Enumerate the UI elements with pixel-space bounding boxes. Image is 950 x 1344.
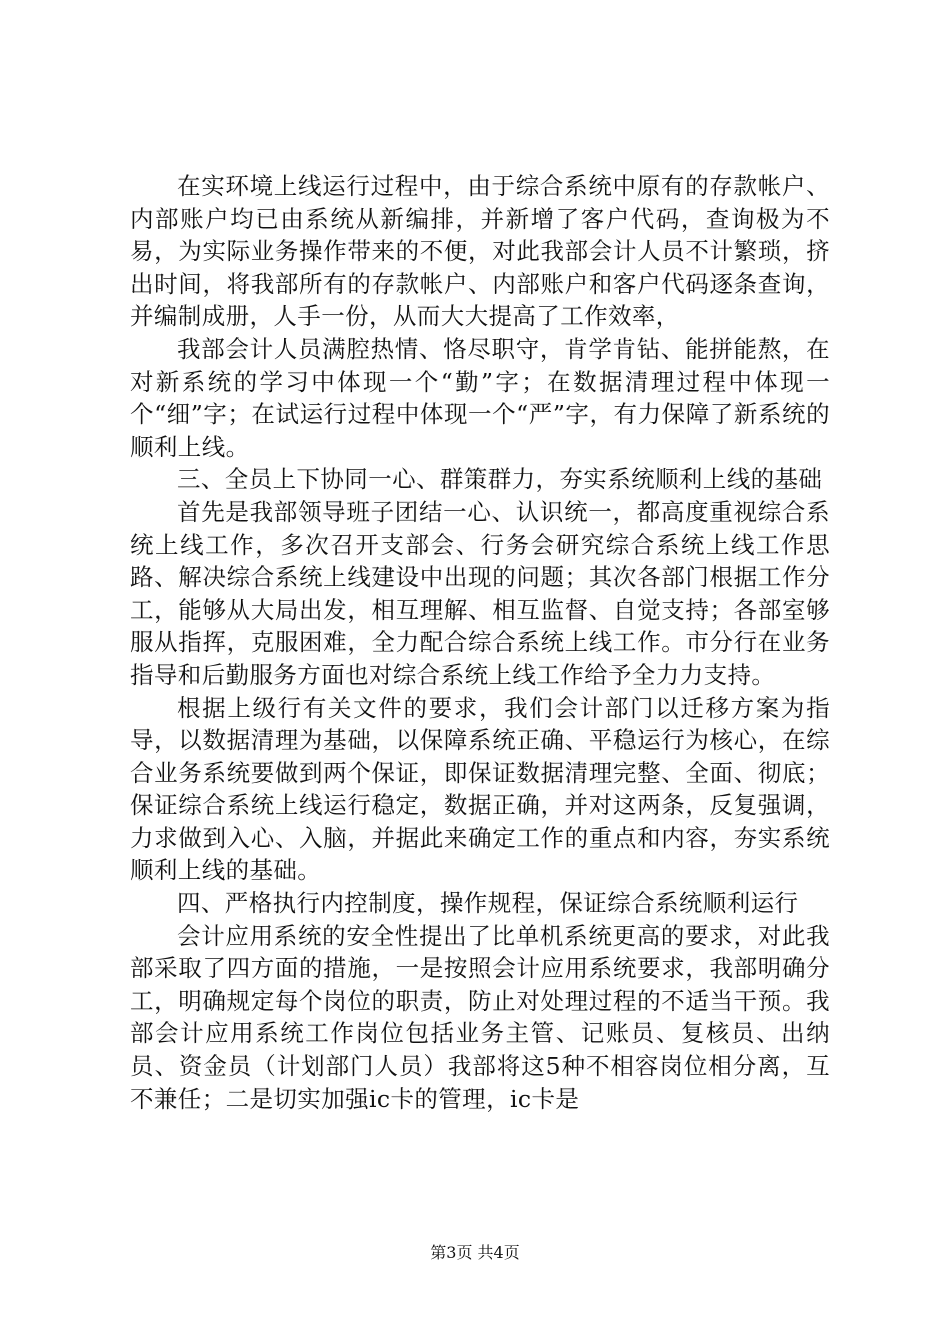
section-heading: 四、严格执行内控制度，操作规程，保证综合系统顺利运行	[177, 889, 799, 918]
paragraph: 会计应用系统的安全性提出了比单机系统更高的要求，对此我部采取了四方面的措施，一是按照会计应用系统要求，我部明确分工，明确规定每个岗位的职责，防止对处理过程的不适当干预。我部会计应用系统工作岗位包括业务主管、记账员、复核员、出纳员、资金员（计划部门人员）我部将这5种不相容岗位相分离，互不兼任；二是切实加强ic卡的管理，ic卡是	[130, 921, 830, 1113]
page-footer: 第3页 共4页	[430, 1243, 520, 1262]
paragraph: 首先是我部领导班子团结一心、认识统一，都高度重视综合系统上线工作，多次召开支部会、行务会研究综合系统上线工作思路、解决综合系统上线建设中出现的问题；其次各部门根据工作分工，能够从大局出发，相互理解、相互监督、自觉支持；各部室够服从指挥，克服困难，全力配合综合系统上线工作。市分行在业务指导和后勤服务方面也对综合系统上线工作给予全力力支持。	[130, 497, 830, 689]
section-heading: 三、全员上下协同一心、群策群力，夯实系统顺利上线的基础	[177, 465, 823, 494]
paragraph: 根据上级行有关文件的要求，我们会计部门以迁移方案为指导，以数据清理为基础，以保障系统正确、平稳运行为核心，在综合业务系统要做到两个保证，即保证数据清理完整、全面、彻底；保证综合系统上线运行稳定，数据正确，并对这两条，反复强调，力求做到入心、入脑，并据此来确定工作的重点和内容，夯实系统顺利上线的基础。	[130, 693, 830, 885]
paragraph: 我部会计人员满腔热情、恪尽职守，肯学肯钻、能拼能熬，在对新系统的学习中体现一个“勤”字；在数据清理过程中体现一个“细”字；在试运行过程中体现一个“严”字，有力保障了新系统的顺利上线。	[130, 334, 830, 461]
body-text	[130, 170, 830, 1115]
paragraph: 在实环境上线运行过程中，由于综合系统中原有的存款帐户、内部账户均已由系统从新编排，并新增了客户代码，查询极为不易，为实际业务操作带来的不便，对此我部会计人员不计繁琐，挤出时间，将我部所有的存款帐户、内部账户和客户代码逐条查询，并编制成册，人手一份，从而大大提高了工作效率，	[130, 172, 830, 331]
